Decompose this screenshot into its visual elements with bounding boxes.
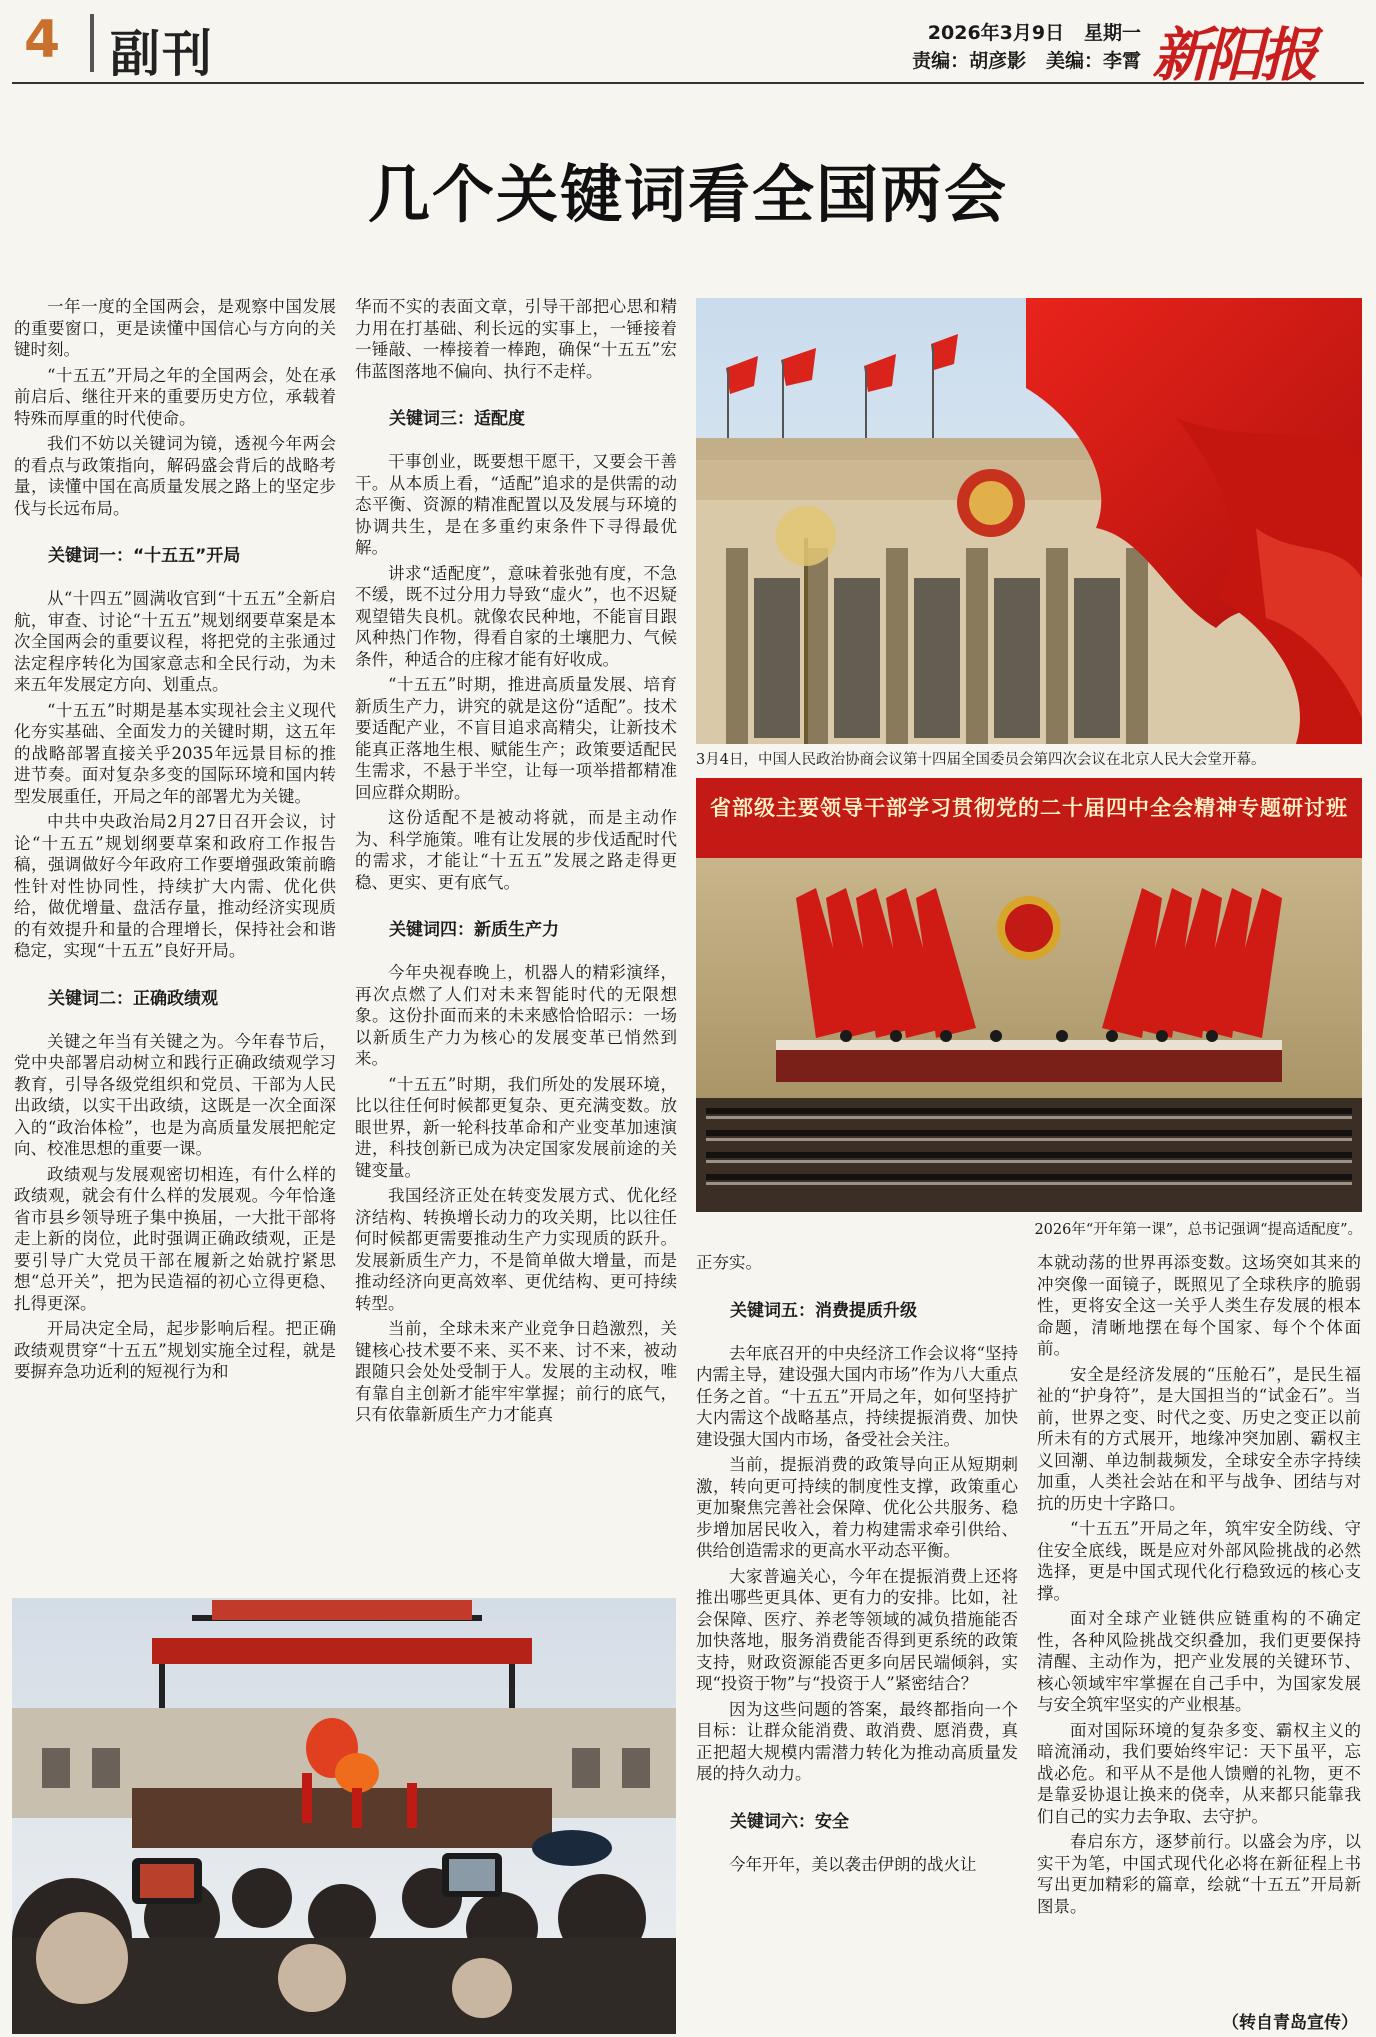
photo-caption-1: 3月4日，中国人民政治协商会议第十四届全国委员会第四次会议在北京人民大会堂开幕。 — [696, 752, 1266, 768]
paragraph: 讲求“适配度”，意味着张弛有度，不急不缓，既不过分用力导致“虚火”，也不迟疑观望错失良机。就像农民种地，不能盲目跟风种热门作物，得看自家的土壤肥力、气候条件，种适合的庄稼才能有好收成。 — [355, 563, 677, 669]
editor-credits — [912, 46, 1141, 73]
photo-festival-crowd — [12, 1598, 676, 2034]
paragraph: 从“十四五”圆满收官到“十五五”全新启航，审查、讨论“十五五”规划纲要草案是本次全国两会的重要议程，将把党的主张通过法定程序转化为国家意志和全民行动，为未来五年发展定方向、划重点。 — [14, 589, 336, 694]
paragraph-continuation: 本就动荡的世界再添变数。这场突如其来的冲突像一面镜子，既照见了全球秩序的脆弱性，更将安全这一关乎人类生存发展的根本命题，清晰地摆在每个国家、每个个体面前。 — [1037, 1253, 1361, 1358]
paragraph: 因为这些问题的答案，最终都指向一个目标：让群众能消费、敢消费、愿消费，真正把超大规模内需潜力转化为推动高质量发展的持久动力。 — [696, 1699, 1018, 1783]
great-hall-illustration — [696, 298, 1362, 744]
article-source: （转自青岛宣传） — [1222, 2013, 1358, 2033]
keyword-heading-6: 关键词六：安全 — [730, 1811, 849, 1832]
editor-name: 责编：胡彦影 — [912, 50, 1027, 72]
article-headline: 几个关键词看全国两会 — [367, 158, 1008, 231]
paragraph-continuation: 华而不实的表面文章，引导干部把心思和精力用在打基础、利长远的实事上，一锤接着一锤敲、一棒接着一棒跑，确保“十五五”宏伟蓝图落地不偏向、执行不走样。 — [355, 297, 677, 381]
paragraph: “十五五”开局之年，筑牢安全防线、守住安全底线，既是应对外部风险挑战的必然选择，更是中国式现代化行稳致远的核心支撑。 — [1037, 1519, 1361, 1603]
designer-name: 美编：李霄 — [1045, 50, 1141, 72]
paragraph: 安全是经济发展的“压舱石”，是民生福祉的“护身符”，是大国担当的“试金石”。当前，世界之变、时代之变、历史之变正以前所未有的方式展开，地缘冲突加剧、霸权主义回潮、单边制裁频发，全球安全赤字持续加重，人类社会站在和平与战争、团结与对抗的历史十字路口。 — [1037, 1364, 1361, 1513]
paragraph: 我们不妨以关键词为镜，透视今年两会的看点与政策指向，解码盛会背后的战略考量，读懂中国在高质量发展之路上的坚定步伐与长远布局。 — [14, 434, 336, 518]
newspaper-masthead-logo: 新阳报 — [1152, 21, 1315, 89]
study-session-illustration — [696, 778, 1362, 1212]
paragraph: “十五五”开局之年的全国两会，处在承前启后、继往开来的重要历史方位，承载着特殊而厚重的时代使命。 — [14, 365, 336, 428]
header-rule — [12, 82, 1364, 84]
paragraph: 去年底召开的中央经济工作会议将“坚持内需主导，建设强大国内市场”作为八大重点任务之首。“十五五”开局之年，如何坚持扩大内需这个战略基点，持续提振消费、加快建设强大国内市场，备受社会关注。 — [696, 1343, 1018, 1449]
paragraph: 我国经济正处在转变发展方式、优化经济结构、转换增长动力的攻关期，比以往任何时候都更需要推动生产力实现质的跃升。发展新质生产力，不是简单做大增量，而是推动经济向更高效率、更优结构、更可持续转型。 — [355, 1186, 677, 1313]
paragraph: 关键之年当有关键之为。今年春节后，党中央部署启动树立和践行正确政绩观学习教育，引导各级党组织和党员、干部为人民出政绩，以实干出政绩，这既是一次全面深入的“政治体检”，也是为高质量发展把舵定向、校准思想的重要一课。 — [14, 1031, 336, 1158]
issue-date: 2026年3月9日 — [927, 22, 1065, 44]
paragraph-continuation: 正夯实。 — [696, 1253, 762, 1272]
keyword-heading-2: 关键词二：正确政绩观 — [48, 988, 218, 1009]
festival-crowd-illustration — [12, 1598, 676, 2034]
paragraph: 一年一度的全国两会，是观察中国发展的重要窗口，更是读懂中国信心与方向的关键时刻。 — [14, 297, 336, 359]
section-title: 副刊 — [110, 25, 214, 83]
text-column-4 — [1037, 1252, 1361, 1921]
paragraph: 当前，提振消费的政策导向正从短期刺激，转向更可持续的制度性支撑，政策重心更加聚焦完善社会保障、优化公共服务、稳步增加居民收入，着力构建需求牵引供给、供给创造需求的更高水平动态平衡。 — [696, 1455, 1018, 1560]
keyword-heading-5: 关键词五：消费提质升级 — [730, 1300, 917, 1321]
dateline — [928, 18, 1141, 45]
keyword-heading-4: 关键词四：新质生产力 — [389, 920, 559, 940]
keyword-heading-1: 关键词一：“十五五”开局 — [48, 546, 241, 566]
text-column-2 — [355, 296, 677, 1430]
keyword-heading-3: 关键词三：适配度 — [389, 409, 525, 429]
paragraph: 政绩观与发展观密切相连，有什么样的政绩观，就会有什么样的发展观。今年恰逢省市县乡领导班子集中换届，一大批干部将走上新的岗位，此时强调正确政绩观，正是要引导广大党员干部在履新之始就拧紧思想“总开关”，把为民造福的初心立得更稳、扎得更深。 — [14, 1164, 336, 1313]
text-column-1 — [14, 296, 336, 1387]
paragraph: 这份适配不是被动将就，而是主动作为、科学施策。唯有让发展的步伐适配时代的需求，才能让“十五五”发展之路走得更稳、更实、更有底气。 — [355, 808, 677, 892]
photo-caption-2: 2026年“开年第一课”，总书记强调“提高适配度”。 — [1034, 1222, 1362, 1238]
paragraph: 面对全球产业链供应链重构的不确定性，各种风险挑战交织叠加，我们更要保持清醒、主动作为，把产业发展的关键环节、核心领域牢牢掌握在自己手中，为国家发展与安全筑牢坚实的产业根基。 — [1037, 1609, 1361, 1714]
header-divider — [90, 14, 94, 72]
study-session-banner: 省部级主要领导干部学习贯彻党的二十届四中全会精神专题研讨班 — [710, 796, 1348, 820]
paragraph: 今年央视春晚上，机器人的精彩演绎，再次点燃了人们对未来智能时代的无限想象。这份扑面而来的未来感恰恰昭示：一场以新质生产力为核心的发展变革已悄然到来。 — [355, 963, 677, 1068]
paragraph: 春启东方，逐梦前行。以盛会为序，以实干为笔，中国式现代化必将在新征程上书写出更加精彩的篇章，绘就“十五五”开局新图景。 — [1037, 1832, 1361, 1916]
paragraph: 面对国际环境的复杂多变、霸权主义的暗流涌动，我们要始终牢记：天下虽平，忘战必危。和平从不是他人馈赠的礼物，更不是靠妥协退让换来的侥幸，从来都只能靠我们自己的实力去争取、去守护。 — [1037, 1720, 1361, 1826]
paragraph: “十五五”时期，推进高质量发展、培育新质生产力，讲究的就是这份“适配”。技术要适配产业，不盲目追求高精尖，让新技术能真正落地生根、赋能生产；政策要适配民生需求，不悬于半空，让每一项举措都精准回应群众期盼。 — [355, 675, 677, 802]
issue-weekday: 星期一 — [1083, 22, 1141, 44]
paragraph: 当前，全球未来产业竞争日趋激烈，关键核心技术要不来、买不来、讨不来，被动跟随只会处处受制于人。发展的主动权，唯有靠自主创新才能牢牢掌握；前行的底气，只有依靠新质生产力才能真 — [355, 1319, 677, 1424]
photo-study-session — [696, 778, 1362, 1212]
paragraph: 干事创业，既要想干愿干，又要会干善干。从本质上看，“适配”追求的是供需的动态平衡、资源的精准配置以及发展与环境的协调共生，是在多重约束条件下寻得最优解。 — [355, 452, 677, 557]
paragraph: “十五五”时期，我们所处的发展环境，比以往任何时候都更复杂、更充满变数。放眼世界，新一轮科技革命和产业变革加速演进，科技创新已成为决定国家发展前途的关键变量。 — [355, 1074, 677, 1180]
text-column-3 — [696, 1252, 1018, 1879]
page-number: 4 — [24, 10, 61, 70]
paragraph: 中共中央政治局2月27日召开会议，讨论“十五五”规划纲要草案和政府工作报告稿，强调做好今年政府工作要增强政策前瞻性针对性协同性，持续扩大内需、优化供给，做优增量、盘活存量，推动经济实现质的有效提升和量的合理增长，保持社会和谐稳定，实现“十五五”良好开局。 — [14, 812, 336, 960]
paragraph: 开局决定全局，起步影响后程。把正确政绩观贯穿“十五五”规划实施全过程，就是要摒弃急功近利的短视行为和 — [14, 1319, 336, 1381]
paragraph: “十五五”时期是基本实现社会主义现代化夯实基础、全面发力的关键时期，这五年的战略部署直接关乎2035年远景目标的推进节奏。面对复杂多变的国际环境和国内转型发展重任，开局之年的部署尤为关键。 — [14, 700, 336, 806]
photo-great-hall — [696, 298, 1362, 744]
paragraph: 今年开年，美以袭击伊朗的战火让 — [729, 1854, 977, 1874]
paragraph: 大家普遍关心，今年在提振消费上还将推出哪些更具体、更有力的安排。比如，社会保障、医疗、养老等领域的减负措施能否加快落地，服务消费能否得到更系统的政策支持，财政资源能否更多向居民端倾斜，实现“投资于物”与“投资于人”紧密结合？ — [696, 1566, 1018, 1693]
